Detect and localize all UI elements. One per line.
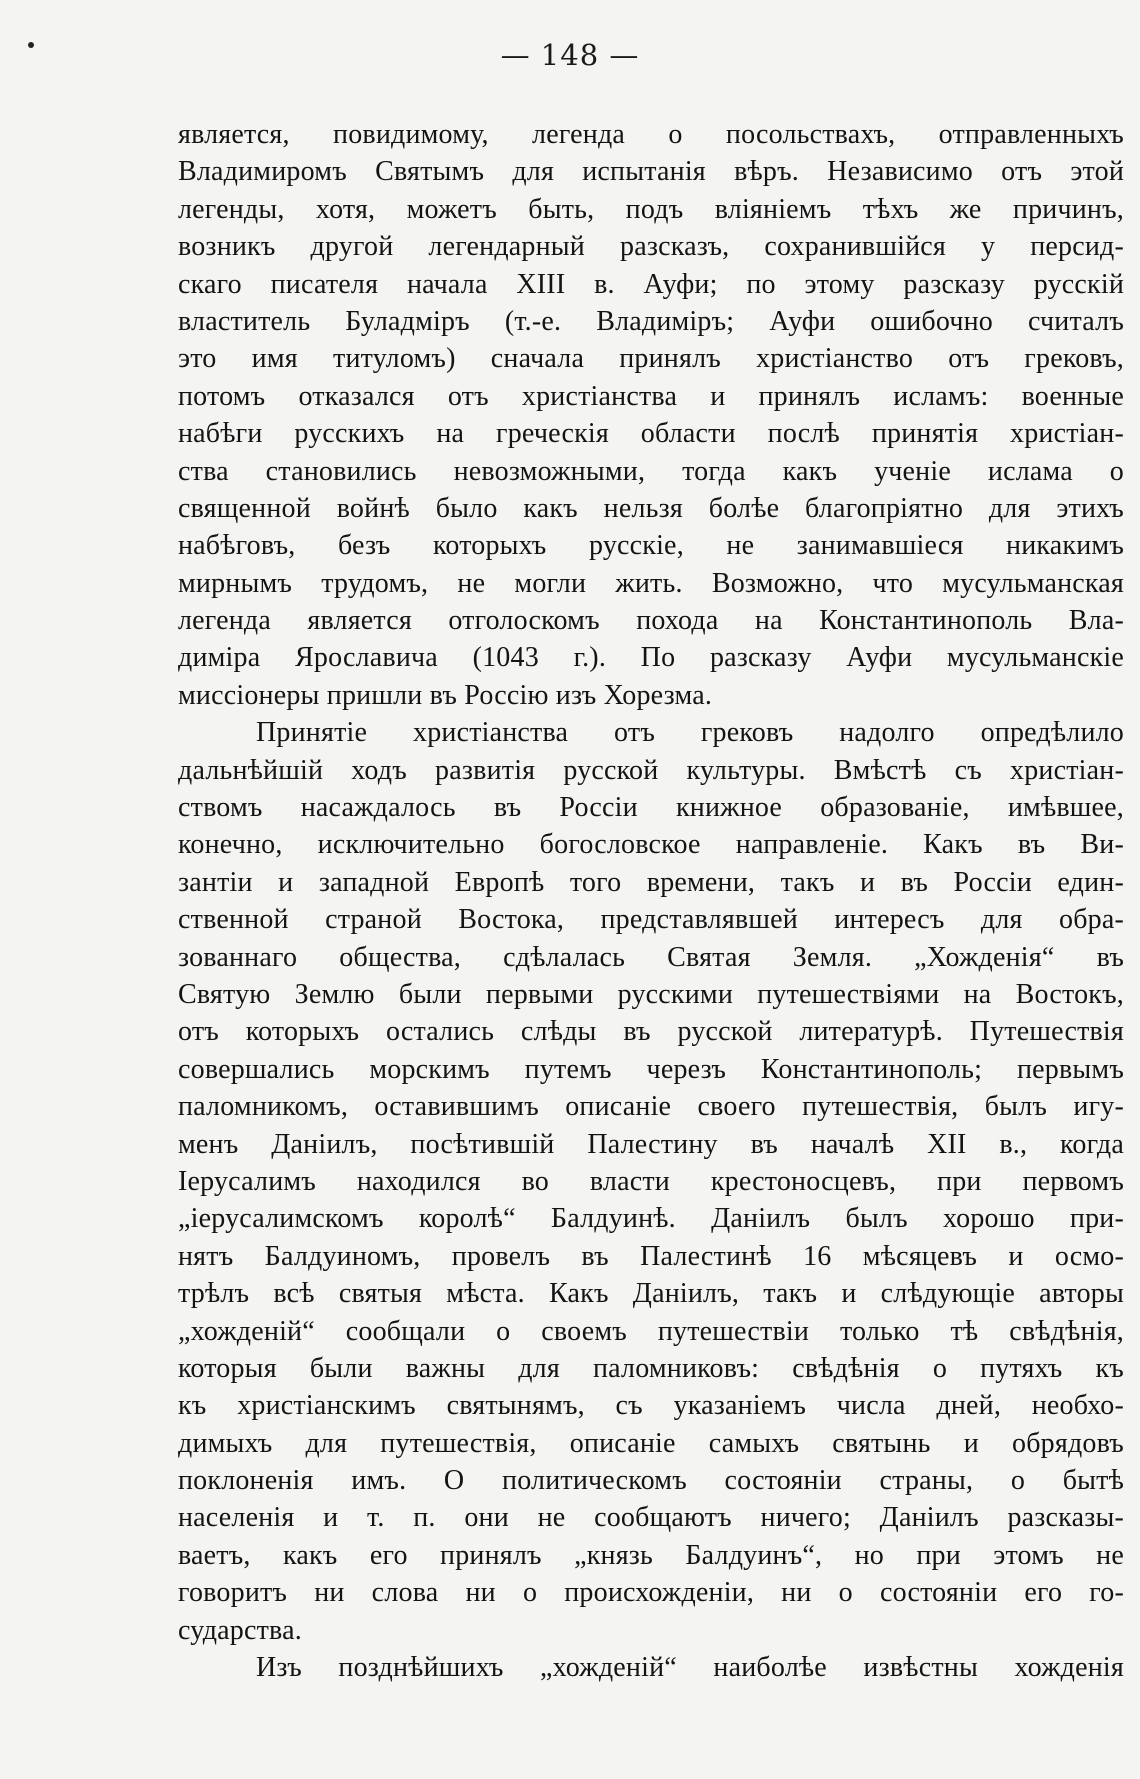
text-line: потомъ отказался отъ христіанства и принялъ исламъ: военные (178, 380, 1124, 412)
text-line: поклоненія имъ. О политическомъ состояніи страны, о бытѣ (178, 1465, 1124, 1497)
paragraph-1 (178, 116, 1124, 714)
text-line: конечно, исключительно богословское направленіе. Какъ въ Ви- (178, 829, 1124, 861)
text-line: къ христіанскимъ святынямъ, съ указаніемъ числа дней, необхо- (178, 1390, 1124, 1422)
text-line: возникъ другой легендарный разсказъ, сохранившійся у персид- (178, 231, 1124, 263)
text-line: нятъ Балдуиномъ, провелъ въ Палестинѣ 16 мѣсяцевъ и осмо- (178, 1240, 1124, 1272)
text-line: скаго писателя начала XIII в. Ауфи; по этому разсказу русскій (178, 268, 1124, 300)
paragraph-3 (178, 1649, 1124, 1686)
text-line: ствомъ насаждалось въ Россіи книжное образованіе, имѣвшее, (178, 792, 1124, 824)
text-line: Принятіе христіанства отъ грековъ надолго опредѣлило (256, 717, 1124, 749)
text-line: менъ Даніилъ, посѣтившій Палестину въ началѣ XII в., когда (178, 1128, 1124, 1160)
text-line: мирнымъ трудомъ, не могли жить. Возможно, что мусульманская (178, 567, 1124, 599)
text-body (178, 116, 1124, 1686)
text-line: набѣговъ, безъ которыхъ русскіе, не занимавшіеся никакимъ (178, 530, 1124, 562)
text-line: ственной страной Востока, представлявшей интересъ для обра- (178, 904, 1124, 936)
text-line: „іерусалимскомъ королѣ“ Балдуинѣ. Даніилъ былъ хорошо при- (178, 1203, 1124, 1235)
text-line: населенія и т. п. они не сообщаютъ ничего; Даніилъ разсказы- (178, 1502, 1124, 1534)
text-line: говоритъ ни слова ни о происхожденіи, ни о состояніи его го- (178, 1577, 1124, 1609)
text-line: ваетъ, какъ его принялъ „князь Балдуинъ“, но при этомъ не (178, 1539, 1124, 1571)
text-line: Изъ позднѣйшихъ „хожденій“ наиболѣе извѣстны хожденія (256, 1652, 1124, 1684)
text-line: зованнаго общества, сдѣлалась Святая Земля. „Хожденія“ въ (178, 941, 1124, 973)
text-line: ства становились невозможными, тогда какъ ученіе ислама о (178, 455, 1124, 487)
text-line: Владимиромъ Святымъ для испытанія вѣръ. Независимо отъ этой (178, 156, 1124, 188)
text-line: сударства. (178, 1614, 302, 1646)
text-line: священной войнѣ было какъ нельзя болѣе благопріятно для этихъ (178, 492, 1124, 524)
text-line: паломникомъ, оставившимъ описаніе своего путешествія, былъ игу- (178, 1091, 1124, 1123)
text-line: является, повидимому, легенда о посольствахъ, отправленныхъ (178, 119, 1124, 150)
text-line: зантіи и западной Европѣ того времени, такъ и въ Россіи един- (178, 866, 1124, 898)
text-line: димыхъ для путешествія, описаніе самыхъ святынь и обрядовъ (178, 1427, 1124, 1459)
text-line: Святую Землю были первыми русскими путешествіями на Востокъ, (178, 978, 1124, 1010)
text-line: диміра Ярославича (1043 г.). По разсказу Ауфи мусульманскіе (178, 642, 1124, 674)
text-line: Іерусалимъ находился во власти крестоносцевъ, при первомъ (178, 1165, 1124, 1197)
text-line: которыя были важны для паломниковъ: свѣдѣнія о путяхъ къ (178, 1352, 1124, 1384)
text-line: миссіонеры пришли въ Россію изъ Хорезма. (178, 679, 713, 711)
page-number: — 148 — (500, 38, 640, 72)
text-line: „хожденій“ сообщали о своемъ путешествіи только тѣ свѣдѣнія, (178, 1315, 1124, 1347)
text-line: трѣлъ всѣ святыя мѣста. Какъ Даніилъ, такъ и слѣдующіе авторы (178, 1278, 1124, 1310)
text-line: дальнѣйшій ходъ развитія русской культуры. Вмѣстѣ съ христіан- (178, 754, 1124, 786)
text-line: совершались морскимъ путемъ черезъ Константинополь; первымъ (178, 1053, 1124, 1085)
text-line: набѣги русскихъ на греческія области послѣ принятія христіан- (178, 418, 1124, 450)
text-line: это имя титуломъ) сначала принялъ христіанство отъ грековъ, (178, 343, 1124, 375)
paragraph-2 (178, 714, 1124, 1649)
text-line: легенды, хотя, можетъ быть, подъ вліяніемъ тѣхъ же причинъ, (178, 193, 1124, 225)
text-line: отъ которыхъ остались слѣды въ русской литературѣ. Путешествія (178, 1016, 1124, 1048)
text-line: легенда является отголоскомъ похода на Константинополь Вла- (178, 605, 1124, 637)
text-line: властитель Буладміръ (т.-е. Владиміръ; Ауфи ошибочно считалъ (178, 305, 1124, 337)
